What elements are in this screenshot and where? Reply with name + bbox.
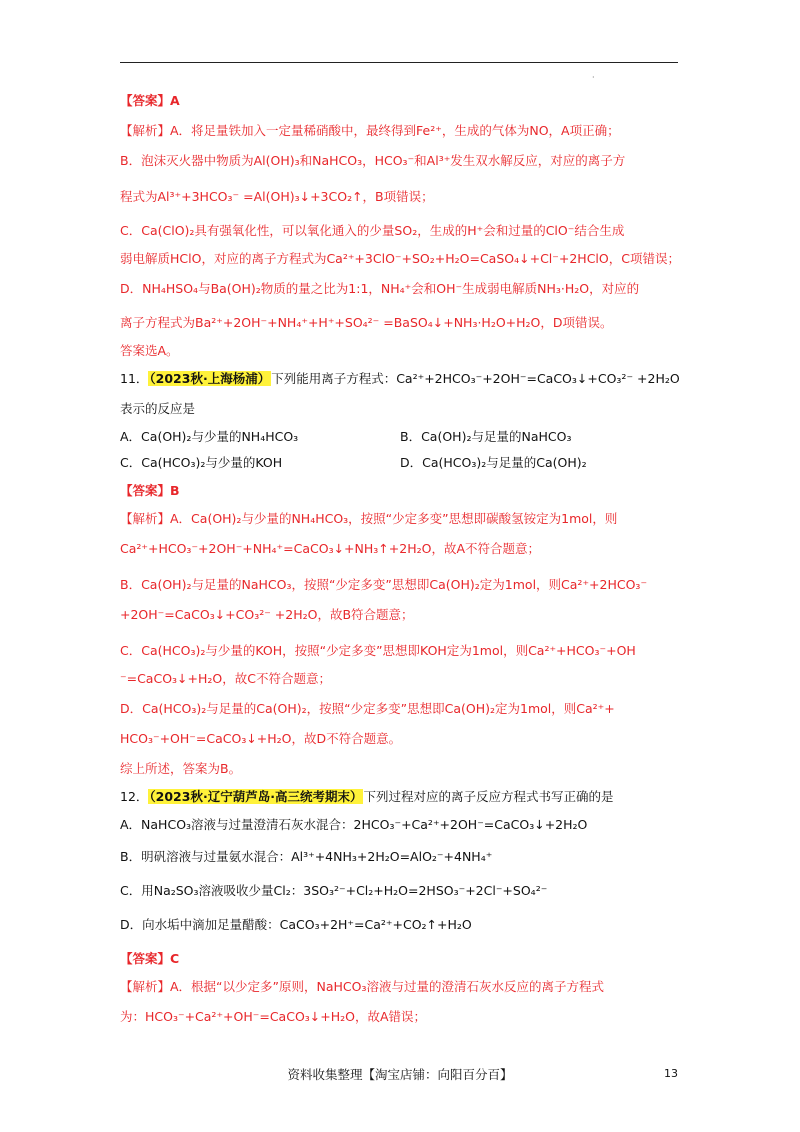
text-line [120,222,624,240]
text-line [120,188,434,206]
text-line [120,314,613,332]
line-text: 【解析】A．将足量铁加入一定量稀硝酸中，最终得到Fe²⁺，生成的气体为NO，A项正确； [120,123,620,138]
text-line [120,730,401,748]
line-text: C．Ca(HCO₃)₂与少量的KOH [120,455,283,470]
text-line [120,428,298,446]
source-tag: （2023秋·辽宁葫芦岛·高三统考期末） [149,789,363,804]
line-text: 下列过程对应的离子反应方程式书写正确的是 [363,789,614,804]
text-line [120,540,540,558]
text-line [120,950,179,968]
line-text: 【答案】B [120,483,180,498]
header-rule [120,62,678,63]
text-line [120,848,492,866]
line-text: 为：HCO₃⁻+Ca²⁺+OH⁻=CaCO₃↓+H₂O，故A错误； [120,1009,427,1024]
text-line [120,152,625,170]
text-line [120,400,195,418]
line-text: A．NaHCO₃溶液与过量澄清石灰水混合：2HCO₃⁻+Ca²⁺+2OH⁻=CaCO₃↓+2H₂O [120,817,588,832]
option-text: D．Ca(HCO₃)₂与足量的Ca(OH)₂ [400,455,587,470]
line-text: 弱电解质HClO，对应的离子方程式为Ca²⁺+3ClO⁻+SO₂+H₂O=CaSO₄↓+Cl⁻+2HClO，C项错误； [120,251,680,266]
line-text: HCO₃⁻+OH⁻=CaCO₃↓+H₂O，故D不符合题意。 [120,731,402,746]
text-line [120,482,180,500]
text-line [120,670,331,688]
line-text: C．Ca(HCO₃)₂与少量的KOH，按照“少定多变”思想即KOH定为1mol，则Ca²⁺+HCO₃⁻+OH [120,643,636,658]
text-line [120,342,179,360]
text-line [120,916,472,934]
line-text: 综上所述，答案为B。 [120,761,242,776]
text-line [120,370,680,388]
line-text: 【答案】C [120,951,180,966]
text-line [120,1008,426,1026]
text-line [120,510,617,528]
line-text: C．用Na₂SO₃溶液吸收少量Cl₂：3SO₃²⁻+Cl₂+H₂O=2HSO₃⁻+2Cl⁻+SO₄²⁻ [120,883,548,898]
line-text: 【答案】A [120,93,180,108]
line-text: 程式为Al³⁺+3HCO₃⁻ =Al(OH)₃↓+3CO₂↑，B项错误； [120,189,434,204]
text-line [120,280,639,298]
line-text: C．Ca(ClO)₂具有强氧化性，可以氧化通入的少量SO₂，生成的H⁺会和过量的ClO⁻结合生成 [120,223,625,238]
line-text: 下列能用离子方程式：Ca²⁺+2HCO₃⁻+2OH⁻=CaCO₃↓+CO₃²⁻ +2H₂O [271,371,680,386]
text-line [120,816,587,834]
line-text: B．明矾溶液与过量氨水混合：Al³⁺+4NH₃+2H₂O=AlO₂⁻+4NH₄⁺ [120,849,493,864]
text-line [120,978,604,996]
text-line [120,122,620,140]
text-line [120,882,547,900]
text-line [120,642,636,660]
option-text: B．Ca(OH)₂与足量的NaHCO₃ [400,429,572,444]
source-tag: （2023秋·上海杨浦） [149,371,271,386]
text-line [120,576,647,594]
header-mark: · [592,73,595,82]
line-text: 表示的反应是 [120,401,196,416]
text-line [120,788,613,806]
text-line [120,700,615,718]
line-text: 【解析】A．根据“以少定多”原则，NaHCO₃溶液与过量的澄清石灰水反应的离子方程式 [120,979,604,994]
text-line [120,760,241,778]
text-line [120,250,680,268]
page-number: 13 [664,1067,678,1080]
question-number: 11． [120,371,149,386]
line-text: B．Ca(OH)₂与足量的NaHCO₃，按照“少定多变”思想即Ca(OH)₂定为1mol，则Ca²⁺+2HCO₃⁻ [120,577,648,592]
text-line [120,454,282,472]
line-text: D．Ca(HCO₃)₂与足量的Ca(OH)₂，按照“少定多变”思想即Ca(OH)₂定为1mol，则Ca²⁺+ [120,701,615,716]
text-line [120,92,180,110]
line-text: 离子方程式为Ba²⁺+2OH⁻+NH₄⁺+H⁺+SO₄²⁻ =BaSO₄↓+NH₃·H₂O+H₂O，D项错误。 [120,315,613,330]
text-line [120,606,414,624]
line-text: B．泡沫灭火器中物质为Al(OH)₃和NaHCO₃，HCO₃⁻和Al³⁺发生双水解反应，对应的离子方 [120,153,626,168]
footer-text: 资料收集整理【淘宝店铺：向阳百分百】 [287,1067,513,1082]
line-text: ⁻=CaCO₃↓+H₂O，故C不符合题意； [120,671,331,686]
line-text: +2OH⁻=CaCO₃↓+CO₃²⁻ +2H₂O，故B符合题意； [120,607,414,622]
line-text: D．向水垢中滴加足量醋酸：CaCO₃+2H⁺=Ca²⁺+CO₂↑+H₂O [120,917,472,932]
line-text: 答案选A。 [120,343,179,358]
line-text: D．NH₄HSO₄与Ba(OH)₂物质的量之比为1:1，NH₄⁺会和OH⁻生成弱电解质NH₃·H₂O，对应的 [120,281,640,296]
line-text: A．Ca(OH)₂与少量的NH₄HCO₃ [120,429,299,444]
line-text: 【解析】A．Ca(OH)₂与少量的NH₄HCO₃，按照“少定多变”思想即碳酸氢铵定为1mol，则 [120,511,618,526]
line-text: Ca²⁺+HCO₃⁻+2OH⁻+NH₄⁺=CaCO₃↓+NH₃↑+2H₂O，故A不符合题意； [120,541,540,556]
question-number: 12． [120,789,149,804]
